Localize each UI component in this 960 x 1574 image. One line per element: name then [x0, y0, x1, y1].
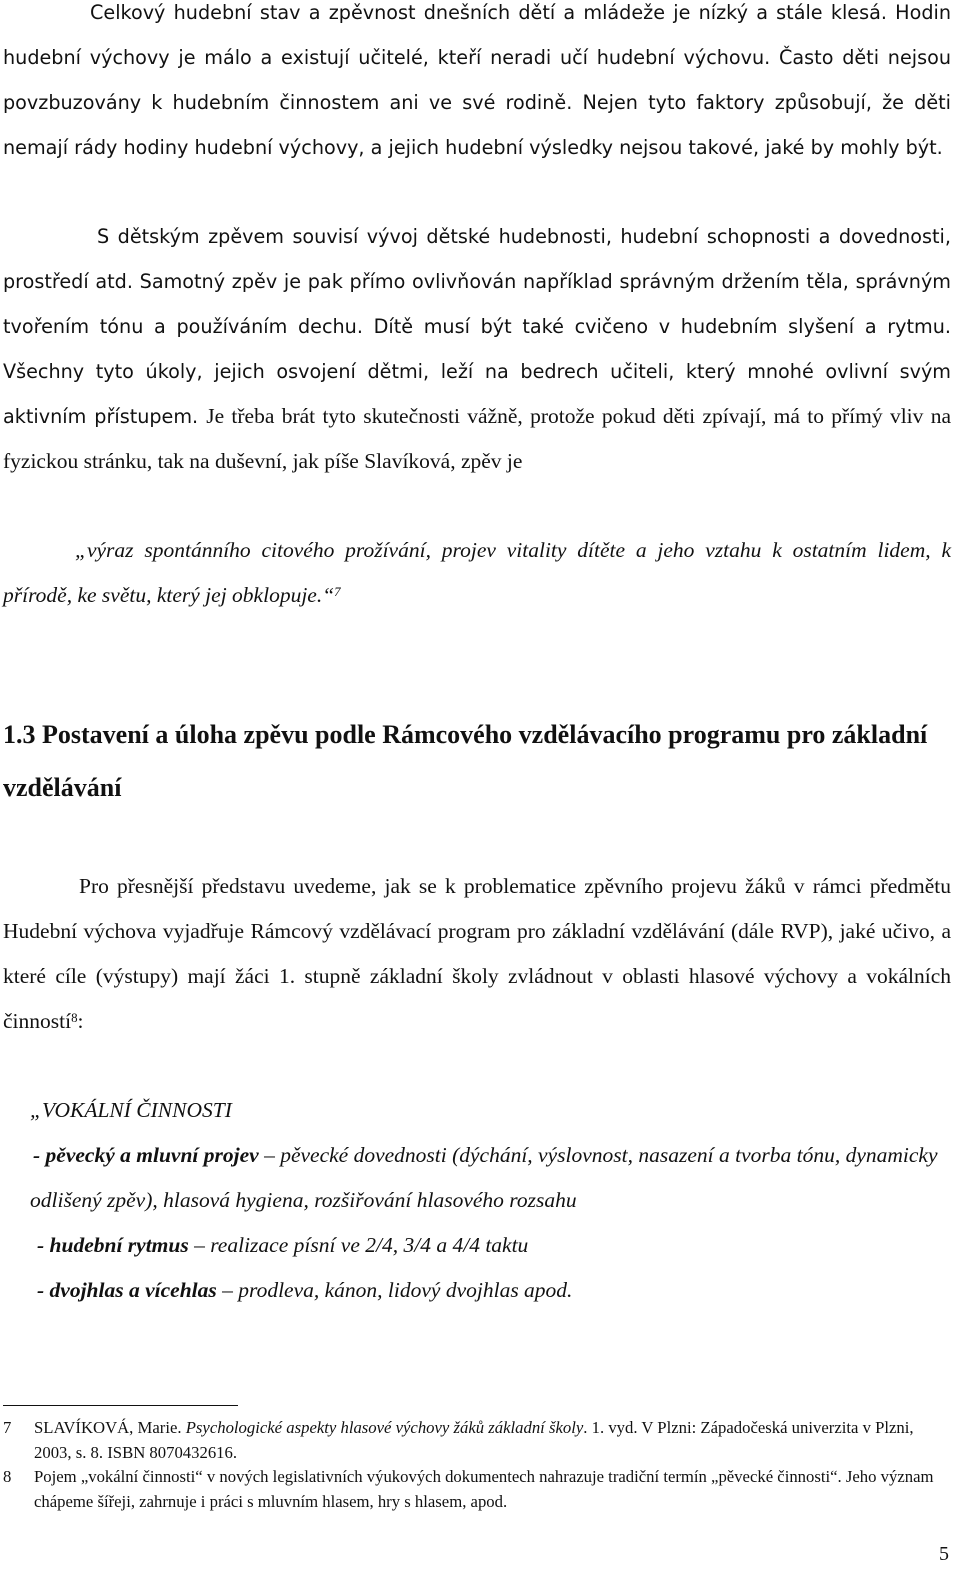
paragraph-intro-text: Celkový hudební stav a zpěvnost dnešních dětí a mládeže je nízký a stále klesá. Hodin hudební výchovy je málo a existují učitelé, kteří neradi učí hudební výchovu. Často děti nejsou povzbuzovány k hudebním činnostem ani ve své rodině. Nejen tyto faktory způsobují, že děti nemají rády hodiny hudební výchovy, a jejich hudební výsledky nejsou takové, jaké by mohly být. [3, 1, 951, 159]
rvp-item-term: - pěvecký a mluvní projev [33, 1143, 259, 1167]
rvp-item-polyphony [37, 1268, 958, 1313]
paragraph-rvp-intro-text: Pro přesnější představu uvedeme, jak se k problematice zpěvního projevu žáků v rámci předmětu Hudební výchova vyjadřuje Rámcový vzdělávací program pro základní vzdělávání (dále RVP), jaké učivo, a které cíle (výstupy) mají žáci 1. stupně základní školy zvládnout v oblasti hlasové výchovy a vokálních činností [3, 874, 951, 1033]
rvp-item-desc: – realizace písní ve 2/4, 3/4 a 4/4 taktu [188, 1233, 529, 1257]
footnote-title: Psychologické aspekty hlasové výchovy žáků základní školy [185, 1418, 584, 1437]
paragraph-singing-text-serif: Je třeba brát tyto skutečnosti vážně, protože pokud děti zpívají, má to přímý vliv na fyzickou stránku, tak na duševní, jak píše Slavíková, zpěv je [3, 404, 951, 473]
footnote-separator [3, 1405, 238, 1406]
rvp-item-singing [30, 1133, 951, 1223]
paragraph-rvp-intro [3, 864, 951, 1044]
footnote-8 [3, 1464, 951, 1514]
paragraph-rvp-intro-tail: : [77, 1009, 84, 1033]
footnote-rest: . 1. vyd. V Plzni: Západočeská univerzita v Plzni, 2003, s. 8. ISBN 8070432616. [34, 1418, 914, 1462]
rvp-item-desc: – prodleva, kánon, lidový dvojhlas apod. [216, 1278, 573, 1302]
paragraph-singing-text-sans: S dětským zpěvem souvisí vývoj dětské hudebnosti, hudební schopnosti a dovednosti, prostředí atd. Samotný zpěv je pak přímo ovlivňován například správným držením těla, správným tvořením tónu a používáním dechu. Dítě musí být také cvičeno v hudebním slyšení a rytmu. Všechny tyto úkoly, jejich osvojení dětmi, leží na bedrech učiteli, který mnohé ovlivní svým aktivním přístupem. [3, 225, 951, 428]
rvp-item-desc: – pěvecké dovednosti (dýchání, výslovnost, nasazení a tvorba tónu, dynamicky odlišený zpěv), hlasová hygiena, rozšiřování hlasového rozsahu [30, 1143, 938, 1212]
page-number: 5 [939, 1543, 949, 1565]
footnote-number: 7 [3, 1418, 12, 1437]
footnote-ref-8[interactable]: 8 [71, 1010, 78, 1025]
rvp-title-text: „VOKÁLNÍ ČINNOSTI [30, 1098, 232, 1122]
footnote-ref-7[interactable]: 7 [334, 584, 341, 599]
paragraph-singing [3, 214, 951, 484]
section-heading [3, 708, 951, 814]
rvp-item-term: - dvojhlas a vícehlas [37, 1278, 217, 1302]
section-number: 1.3 [3, 720, 36, 749]
block-quote [3, 528, 951, 618]
footnote-body [34, 1415, 951, 1465]
paragraph-intro [3, 0, 951, 170]
footnote-7 [3, 1415, 951, 1465]
footnote-number: 8 [3, 1467, 12, 1486]
rvp-item-rhythm [37, 1223, 958, 1268]
rvp-title [30, 1088, 951, 1133]
section-title: Postavení a úloha zpěvu podle Rámcového vzdělávacího programu pro základní vzdělávání [3, 720, 928, 802]
footnote-body: Pojem „vokální činnosti“ v nových legislativních výukových dokumentech nahrazuje tradiční termín „pěvecké činnosti“. Jeho význam chápeme šířeji, zahrnuje i práci s mluvním hlasem, hry s hlasem, apod. [34, 1467, 934, 1511]
footnote-author: SLAVÍKOVÁ, Marie. [34, 1418, 186, 1437]
rvp-item-term: - hudební rytmus [37, 1233, 189, 1257]
quote-text: „výraz spontánního citového prožívání, projev vitality dítěte a jeho vztahu k ostatním lidem, k přírodě, ke světu, který jej obklopuje.“ [3, 538, 951, 607]
